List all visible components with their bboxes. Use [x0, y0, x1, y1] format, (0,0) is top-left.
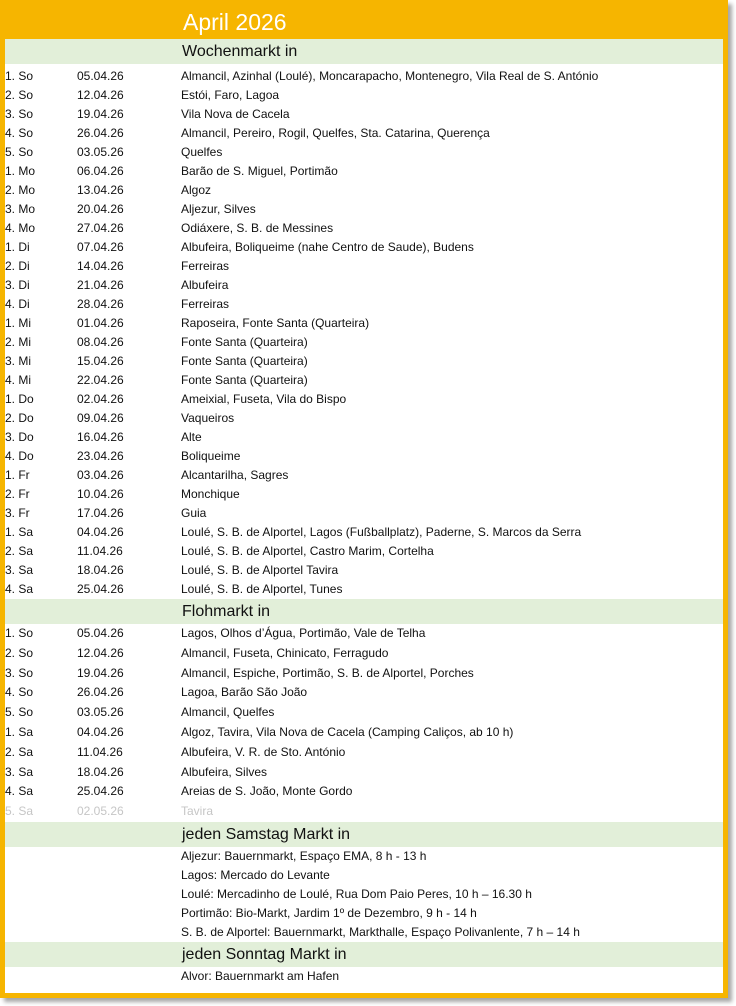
market-place: Loulé: Mercadinho de Loulé, Rua Dom Paio Peres, 10 h – 16.30 h — [181, 886, 532, 901]
market-date: 04.04.26 — [77, 724, 124, 739]
market-day: 3. So — [5, 107, 34, 121]
market-place: Almancil, Fuseta, Chinicato, Ferragudo — [181, 645, 389, 660]
market-row — [5, 162, 723, 181]
market-place: Areias de S. João, Monte Gordo — [181, 784, 353, 799]
market-date: 20.04.26 — [77, 202, 124, 216]
market-day: 4. Sa — [5, 784, 34, 799]
market-place: Algoz — [181, 183, 212, 197]
market-day: 3. Do — [5, 430, 34, 444]
market-row — [5, 314, 723, 333]
market-date: 27.04.26 — [77, 221, 124, 235]
market-date: 26.04.26 — [77, 126, 124, 140]
market-date: 17.04.26 — [77, 506, 124, 520]
market-day: 3. Mi — [5, 354, 32, 368]
section-4 — [5, 942, 723, 986]
market-place: Albufeira, Boliqueime (nahe Centro de Saude), Budens — [181, 240, 474, 254]
market-day: 1. Mo — [5, 164, 36, 178]
market-date: 01.04.26 — [77, 316, 124, 330]
market-day: 4. Di — [5, 297, 30, 311]
market-day: 2. Di — [5, 259, 30, 273]
market-row — [5, 782, 723, 802]
market-place: Ferreiras — [181, 259, 230, 273]
page-title: April 2026 — [5, 5, 723, 39]
market-date: 13.04.26 — [77, 183, 124, 197]
market-date: 14.04.26 — [77, 259, 124, 273]
market-place: Raposeira, Fonte Santa (Quarteira) — [181, 316, 370, 330]
market-date: 08.04.26 — [77, 335, 124, 349]
market-row — [5, 624, 723, 644]
market-place: Loulé, S. B. de Alportel Tavira — [181, 563, 339, 577]
market-date: 19.04.26 — [77, 665, 124, 680]
market-place: Quelfes — [181, 145, 223, 159]
market-day: 4. Mo — [5, 221, 36, 235]
market-date: 03.04.26 — [77, 468, 124, 482]
market-place: Almancil, Espiche, Portimão, S. B. de Alportel, Porches — [181, 665, 474, 680]
market-date: 18.04.26 — [77, 764, 124, 779]
market-date: 12.04.26 — [77, 88, 124, 102]
market-place: Vaqueiros — [181, 411, 235, 425]
market-row — [5, 371, 723, 390]
market-place: S. B. de Alportel: Bauernmarkt, Markthalle, Espaço Polivanlente, 7 h – 14 h — [181, 924, 580, 939]
section-heading: jeden Sonntag Markt in — [5, 942, 723, 967]
market-day: 5. So — [5, 705, 34, 720]
market-row — [5, 904, 723, 923]
market-place: Odiáxere, S. B. de Messines — [181, 221, 334, 235]
market-date: 03.05.26 — [77, 145, 124, 159]
market-place: Ferreiras — [181, 297, 230, 311]
market-place: Almancil, Azinhal (Loulé), Moncarapacho, Montenegro, Vila Real de S. António — [181, 69, 599, 83]
market-date: 05.04.26 — [77, 69, 124, 83]
market-place: Fonte Santa (Quarteira) — [181, 335, 308, 349]
market-date: 05.04.26 — [77, 626, 124, 640]
market-day: 3. Mo — [5, 202, 36, 216]
market-place: Lagos, Olhos d’Água, Portimão, Vale de Telha — [181, 626, 426, 640]
market-day: 4. So — [5, 685, 34, 700]
market-date: 25.04.26 — [77, 784, 124, 799]
market-date: 12.04.26 — [77, 645, 124, 660]
market-row — [5, 181, 723, 200]
section-heading: jeden Samstag Markt in — [5, 822, 723, 847]
market-place: Loulé, S. B. de Alportel, Castro Marim, Cortelha — [181, 544, 434, 558]
market-day: 1. Sa — [5, 525, 34, 539]
market-row — [5, 504, 723, 523]
market-row — [5, 105, 723, 124]
market-row — [5, 923, 723, 942]
market-day: 2. Fr — [5, 487, 30, 501]
market-row — [5, 238, 723, 257]
market-place: Monchique — [181, 487, 240, 501]
market-day: 3. Sa — [5, 563, 34, 577]
market-place: Fonte Santa (Quarteira) — [181, 354, 308, 368]
market-row — [5, 67, 723, 86]
market-place: Almancil, Quelfes — [181, 705, 275, 720]
market-row — [5, 333, 723, 352]
market-day: 5. Sa — [5, 804, 34, 819]
market-day: 2. Do — [5, 411, 34, 425]
market-place: Boliqueime — [181, 449, 241, 463]
market-day: 2. So — [5, 88, 34, 102]
market-row — [5, 428, 723, 447]
market-day: 5. So — [5, 145, 34, 159]
market-date: 25.04.26 — [77, 582, 124, 596]
section-heading: Flohmarkt in — [5, 599, 723, 624]
market-row — [5, 523, 723, 542]
market-day: 4. So — [5, 126, 34, 140]
market-row — [5, 580, 723, 599]
market-row — [5, 390, 723, 409]
market-place: Alvor: Bauernmarkt am Hafen — [181, 968, 340, 983]
market-day: 1. Di — [5, 240, 30, 254]
market-place: Ameixial, Fuseta, Vila do Bispo — [181, 392, 347, 406]
market-date: 16.04.26 — [77, 430, 124, 444]
market-row — [5, 257, 723, 276]
market-date: 03.05.26 — [77, 705, 124, 720]
market-date: 18.04.26 — [77, 563, 124, 577]
market-row — [5, 763, 723, 783]
market-date: 02.05.26 — [77, 804, 124, 819]
market-day: 3. Fr — [5, 506, 30, 520]
market-day: 1. Sa — [5, 724, 34, 739]
market-row — [5, 723, 723, 743]
market-place: Vila Nova de Cacela — [181, 107, 290, 121]
market-date: 04.04.26 — [77, 525, 124, 539]
section-1 — [5, 39, 723, 599]
market-place: Albufeira, Silves — [181, 764, 268, 779]
market-place: Lagoa, Barão São João — [181, 685, 308, 700]
market-place: Barão de S. Miguel, Portimão — [181, 164, 338, 178]
market-row — [5, 743, 723, 763]
market-date: 11.04.26 — [77, 544, 123, 558]
market-date: 06.04.26 — [77, 164, 124, 178]
market-date: 07.04.26 — [77, 240, 124, 254]
market-place: Almancil, Pereiro, Rogil, Quelfes, Sta. Catarina, Querença — [181, 126, 490, 140]
market-row — [5, 276, 723, 295]
sections-container — [5, 39, 723, 986]
market-date: 10.04.26 — [77, 487, 124, 501]
market-date: 09.04.26 — [77, 411, 124, 425]
market-day: 4. Sa — [5, 582, 34, 596]
market-place: Estói, Faro, Lagoa — [181, 88, 280, 102]
market-date: 19.04.26 — [77, 107, 124, 121]
market-row — [5, 295, 723, 314]
market-place: Aljezur, Silves — [181, 202, 256, 216]
market-date: 28.04.26 — [77, 297, 124, 311]
market-day: 2. Mo — [5, 183, 36, 197]
market-row — [5, 561, 723, 580]
market-place: Portimão: Bio-Markt, Jardim 1º de Dezembro, 9 h - 14 h — [181, 905, 477, 920]
market-day: 3. So — [5, 665, 34, 680]
market-place: Tavira — [181, 804, 214, 819]
market-row — [5, 143, 723, 162]
market-place: Loulé, S. B. de Alportel, Tunes — [181, 582, 343, 596]
market-row — [5, 644, 723, 664]
market-row — [5, 466, 723, 485]
market-date: 21.04.26 — [77, 278, 124, 292]
market-row — [5, 683, 723, 703]
market-row — [5, 664, 723, 684]
market-row — [5, 885, 723, 904]
market-row — [5, 352, 723, 371]
market-place: Guia — [181, 506, 207, 520]
market-day: 4. Mi — [5, 373, 32, 387]
section-heading: Wochenmarkt in — [5, 39, 723, 64]
market-date: 15.04.26 — [77, 354, 124, 368]
market-day: 2. Sa — [5, 544, 34, 558]
market-place: Lagos: Mercado do Levante — [181, 867, 330, 882]
market-row — [5, 447, 723, 466]
market-place: Albufeira, V. R. de Sto. António — [181, 744, 346, 759]
market-row — [5, 542, 723, 561]
market-day: 2. So — [5, 645, 34, 660]
section-3 — [5, 822, 723, 942]
market-day: 1. Mi — [5, 316, 32, 330]
market-date: 22.04.26 — [77, 373, 124, 387]
market-date: 11.04.26 — [77, 744, 123, 759]
market-day: 3. Sa — [5, 764, 34, 779]
market-date: 23.04.26 — [77, 449, 124, 463]
market-day: 3. Di — [5, 278, 30, 292]
market-place: Alcantarilha, Sagres — [181, 468, 289, 482]
market-place: Fonte Santa (Quarteira) — [181, 373, 308, 387]
market-day: 1. So — [5, 626, 34, 640]
market-row — [5, 409, 723, 428]
market-row — [5, 219, 723, 238]
market-place: Albufeira — [181, 278, 229, 292]
market-row — [5, 967, 723, 986]
market-day: 2. Mi — [5, 335, 32, 349]
market-day: 1. Do — [5, 392, 34, 406]
market-day: 2. Sa — [5, 744, 34, 759]
market-place: Aljezur: Bauernmarkt, Espaço EMA, 8 h - 13 h — [181, 848, 427, 863]
market-row — [5, 485, 723, 504]
market-date: 02.04.26 — [77, 392, 124, 406]
market-row — [5, 124, 723, 143]
market-day: 1. So — [5, 69, 34, 83]
section-2 — [5, 599, 723, 822]
market-row — [5, 847, 723, 866]
market-day: 1. Fr — [5, 468, 30, 482]
market-row — [5, 703, 723, 723]
market-row — [5, 86, 723, 105]
market-place: Loulé, S. B. de Alportel, Lagos (Fußballplatz), Paderne, S. Marcos da Serra — [181, 525, 582, 539]
market-row — [5, 802, 723, 822]
market-date: 26.04.26 — [77, 685, 124, 700]
market-place: Algoz, Tavira, Vila Nova de Cacela (Camping Caliços, ab 10 h) — [181, 724, 514, 739]
market-place: Alte — [181, 430, 202, 444]
market-row — [5, 866, 723, 885]
market-day: 4. Do — [5, 449, 34, 463]
market-row — [5, 200, 723, 219]
